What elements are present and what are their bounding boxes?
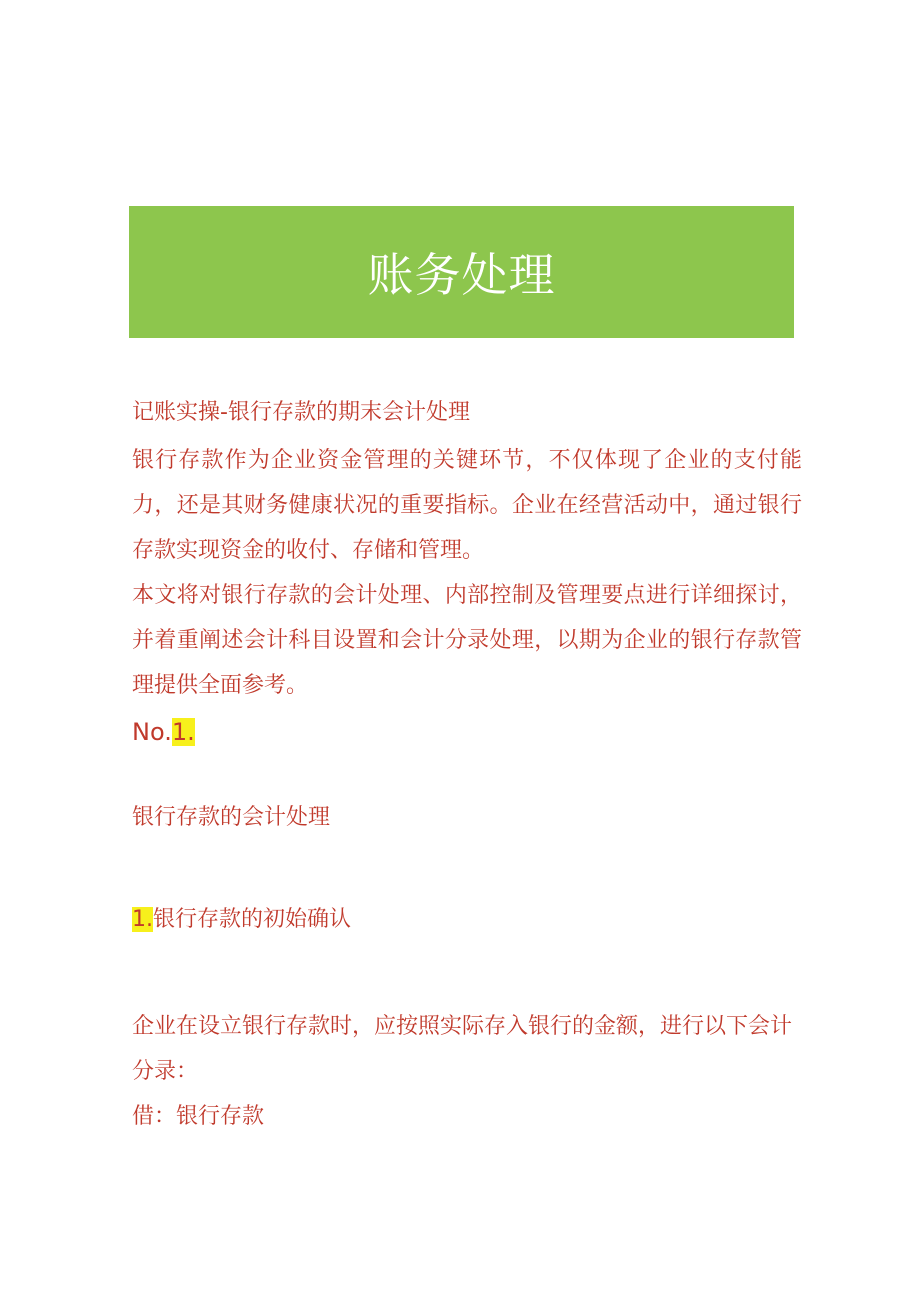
debit-entry: 借：银行存款: [132, 1104, 265, 1129]
article-subtitle: 记账实操-银行存款的期末会计处理: [132, 400, 470, 425]
intro-paragraph-2: 本文将对银行存款的会计处理、内部控制及管理要点进行详细探讨，并着重阐述会计科目设置和会计分录处理，以期为企业的银行存款管理提供全面参考。: [132, 583, 802, 698]
article-body: [132, 394, 802, 1139]
banner-title: 账务处理: [367, 248, 556, 302]
section-number-prefix: No.: [132, 718, 172, 746]
subsection-heading: [132, 900, 802, 940]
title-banner: [129, 206, 794, 338]
subsection-number-highlight: 1.: [132, 907, 153, 932]
intro-paragraph-1: 银行存款作为企业资金管理的关键环节，不仅体现了企业的支付能力，还是其财务健康状况的重要指标。企业在经营活动中，通过银行存款实现资金的收付、存储和管理。: [132, 448, 802, 563]
section-number-highlight: 1.: [171, 718, 195, 746]
subsection-title: 银行存款的初始确认: [153, 907, 352, 932]
section-title: 银行存款的会计处理: [132, 805, 331, 830]
body-paragraph: 企业在设立银行存款时，应按照实际存入银行的金额，进行以下会计分录：: [132, 1014, 793, 1084]
section-number: [132, 712, 802, 752]
